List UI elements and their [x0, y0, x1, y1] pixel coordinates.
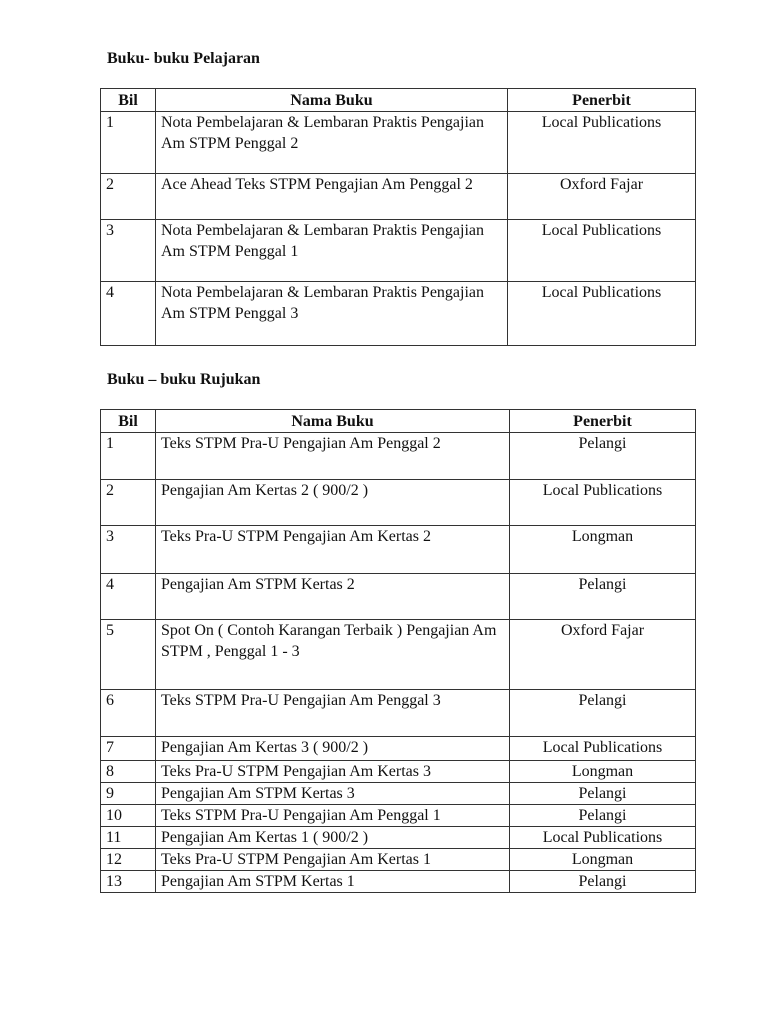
cell-bil: 1 — [101, 433, 156, 480]
table-header-row — [101, 89, 696, 112]
cell-nama-buku: Pengajian Am STPM Kertas 3 — [156, 783, 510, 805]
cell-nama-buku: Teks STPM Pra-U Pengajian Am Penggal 3 — [156, 690, 510, 737]
table-row — [101, 783, 696, 805]
header-bil: Bil — [101, 89, 156, 112]
cell-bil: 1 — [101, 112, 156, 174]
table-row — [101, 574, 696, 620]
table-row — [101, 526, 696, 574]
cell-penerbit: Pelangi — [510, 805, 696, 827]
cell-nama-buku: Nota Pembelajaran & Lembaran Praktis Pengajian Am STPM Penggal 1 — [156, 220, 508, 282]
cell-bil: 12 — [101, 849, 156, 871]
cell-bil: 10 — [101, 805, 156, 827]
cell-bil: 3 — [101, 220, 156, 282]
table-row — [101, 849, 696, 871]
cell-penerbit: Oxford Fajar — [508, 174, 696, 220]
cell-nama-buku: Pengajian Am Kertas 2 ( 900/2 ) — [156, 480, 510, 526]
table-row — [101, 620, 696, 690]
cell-bil: 4 — [101, 574, 156, 620]
cell-penerbit: Pelangi — [510, 871, 696, 893]
cell-penerbit: Local Publications — [510, 737, 696, 761]
cell-nama-buku: Teks STPM Pra-U Pengajian Am Penggal 1 — [156, 805, 510, 827]
cell-bil: 11 — [101, 827, 156, 849]
table-row — [101, 737, 696, 761]
cell-bil: 5 — [101, 620, 156, 690]
cell-bil: 7 — [101, 737, 156, 761]
cell-penerbit: Longman — [510, 526, 696, 574]
cell-penerbit: Longman — [510, 761, 696, 783]
cell-nama-buku: Spot On ( Contoh Karangan Terbaik ) Pengajian Am STPM , Penggal 1 - 3 — [156, 620, 510, 690]
header-nama-buku: Nama Buku — [156, 89, 508, 112]
cell-nama-buku: Pengajian Am STPM Kertas 2 — [156, 574, 510, 620]
cell-nama-buku: Teks Pra-U STPM Pengajian Am Kertas 2 — [156, 526, 510, 574]
table-buku-rujukan — [100, 409, 696, 893]
cell-penerbit: Pelangi — [510, 574, 696, 620]
header-nama-buku: Nama Buku — [156, 410, 510, 433]
table-row — [101, 433, 696, 480]
table-buku-pelajaran — [100, 88, 696, 346]
cell-nama-buku: Teks STPM Pra-U Pengajian Am Penggal 2 — [156, 433, 510, 480]
table-row — [101, 112, 696, 174]
cell-bil: 13 — [101, 871, 156, 893]
cell-nama-buku: Pengajian Am Kertas 3 ( 900/2 ) — [156, 737, 510, 761]
cell-nama-buku: Teks Pra-U STPM Pengajian Am Kertas 3 — [156, 761, 510, 783]
cell-bil: 6 — [101, 690, 156, 737]
table-row — [101, 871, 696, 893]
cell-penerbit: Local Publications — [508, 282, 696, 346]
cell-penerbit: Pelangi — [510, 783, 696, 805]
table-row — [101, 174, 696, 220]
cell-nama-buku: Teks Pra-U STPM Pengajian Am Kertas 1 — [156, 849, 510, 871]
cell-penerbit: Pelangi — [510, 433, 696, 480]
table-row — [101, 220, 696, 282]
cell-penerbit: Oxford Fajar — [510, 620, 696, 690]
table-row — [101, 480, 696, 526]
table-row — [101, 827, 696, 849]
cell-bil: 8 — [101, 761, 156, 783]
cell-nama-buku: Pengajian Am Kertas 1 ( 900/2 ) — [156, 827, 510, 849]
cell-penerbit: Pelangi — [510, 690, 696, 737]
cell-nama-buku: Nota Pembelajaran & Lembaran Praktis Pengajian Am STPM Penggal 3 — [156, 282, 508, 346]
cell-nama-buku: Ace Ahead Teks STPM Pengajian Am Penggal 2 — [156, 174, 508, 220]
header-bil: Bil — [101, 410, 156, 433]
cell-penerbit: Local Publications — [510, 827, 696, 849]
header-penerbit: Penerbit — [508, 89, 696, 112]
cell-bil: 2 — [101, 480, 156, 526]
table-row — [101, 805, 696, 827]
cell-penerbit: Local Publications — [510, 480, 696, 526]
cell-bil: 4 — [101, 282, 156, 346]
table-row — [101, 761, 696, 783]
cell-bil: 9 — [101, 783, 156, 805]
cell-penerbit: Local Publications — [508, 220, 696, 282]
table-row — [101, 690, 696, 737]
cell-penerbit: Longman — [510, 849, 696, 871]
table-row — [101, 282, 696, 346]
cell-bil: 2 — [101, 174, 156, 220]
section-title-rujukan: Buku – buku Rujukan — [107, 371, 261, 388]
section-title-pelajaran: Buku- buku Pelajaran — [107, 50, 260, 67]
cell-penerbit: Local Publications — [508, 112, 696, 174]
cell-nama-buku: Nota Pembelajaran & Lembaran Praktis Pengajian Am STPM Penggal 2 — [156, 112, 508, 174]
table-header-row — [101, 410, 696, 433]
cell-nama-buku: Pengajian Am STPM Kertas 1 — [156, 871, 510, 893]
header-penerbit: Penerbit — [510, 410, 696, 433]
cell-bil: 3 — [101, 526, 156, 574]
